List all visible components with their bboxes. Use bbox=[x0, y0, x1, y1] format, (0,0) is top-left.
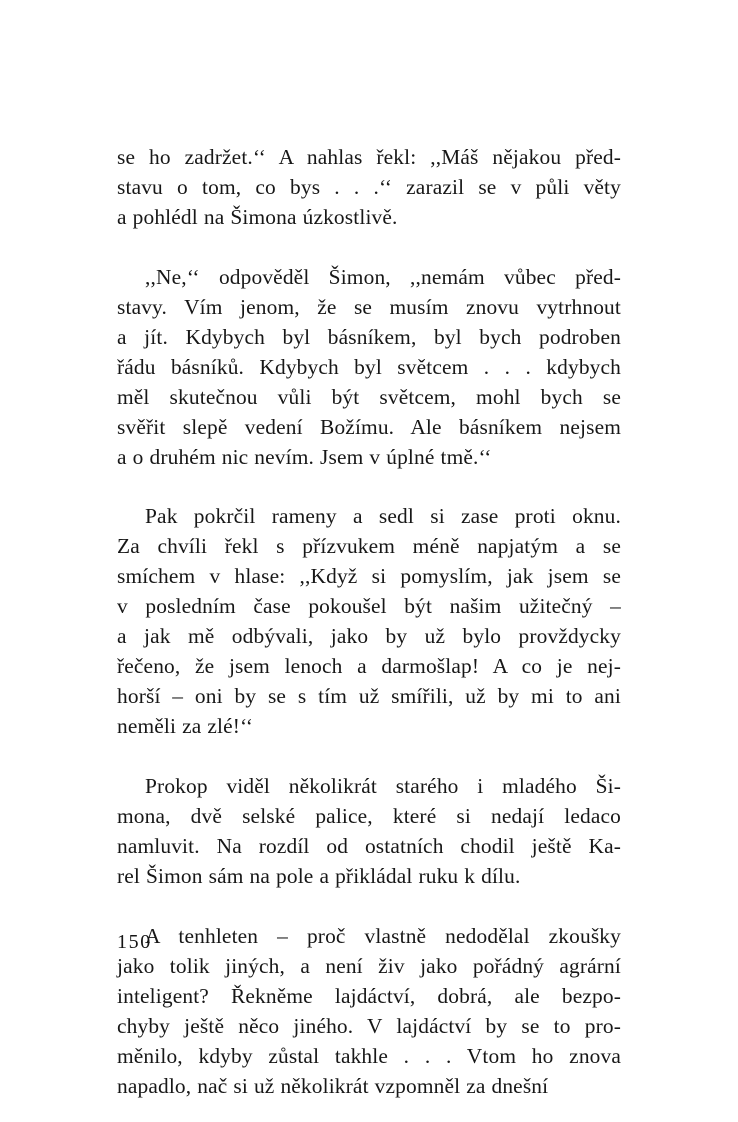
text-line: se ho zadržet.‘‘ A nahlas řekl: ,,Máš nějakou před- bbox=[117, 145, 621, 169]
text-line: v posledním čase pokoušel být našim užitečný – bbox=[117, 594, 621, 619]
text-line: neměli za zlé!‘‘ bbox=[117, 714, 254, 739]
text-line: namluvit. Na rozdíl od ostatních chodil ještě Ka- bbox=[117, 833, 621, 858]
text-line: mona, dvě selské palice, které si nedají ledaco bbox=[117, 803, 621, 828]
text-line: napadlo, nač si už několikrát vzpomněl za dnešní bbox=[117, 1073, 549, 1098]
text-line: Pak pokrčil rameny a sedl si zase proti oknu. bbox=[145, 504, 621, 529]
text-line: svěřit slepě vedení Božímu. Ale básníkem nejsem bbox=[117, 414, 621, 439]
paragraph bbox=[117, 922, 621, 1122]
text-line: A tenhleten – proč vlastně nedodělal zkoušky bbox=[145, 923, 621, 948]
text-line: řádu básníků. Kdybych byl světcem . . . kdybych bbox=[117, 354, 621, 379]
text-line: rel Šimon sám na pole a přikládal ruku k dílu. bbox=[117, 863, 521, 888]
text-line: inteligent? Řekněme lajdáctví, dobrá, ale bezpo- bbox=[117, 983, 621, 1008]
text-line: Prokop viděl několikrát starého i mladého Ši- bbox=[145, 774, 621, 799]
text-line: Za chvíli řekl s přízvukem méně napjatým a se bbox=[117, 534, 621, 559]
text-line: ,,Ne,‘‘ odpověděl Šimon, ,,nemám vůbec před- bbox=[145, 264, 621, 289]
text-line: horší – oni by se s tím už smířili, už by mi to ani bbox=[117, 684, 621, 709]
paragraph bbox=[117, 502, 621, 772]
text-line: chyby ještě něco jiného. V lajdáctví by se to pro- bbox=[117, 1013, 621, 1038]
paragraph bbox=[117, 143, 621, 263]
text-line: stavu o tom, co bys . . .‘‘ zarazil se v půli věty bbox=[117, 174, 621, 199]
text-line: měl skutečnou vůli být světcem, mohl bych se bbox=[117, 384, 621, 409]
paragraph bbox=[117, 772, 621, 922]
body-text-block bbox=[117, 143, 621, 1122]
text-line: a jít. Kdybych byl básníkem, byl bych podroben bbox=[117, 324, 621, 349]
paragraph bbox=[117, 263, 621, 503]
text-line: smíchem v hlase: ,,Když si pomyslím, jak jsem se bbox=[117, 564, 621, 589]
text-line: a pohlédl na Šimona úzkostlivě. bbox=[117, 204, 398, 229]
text-line: a o druhém nic nevím. Jsem v úplné tmě.‘‘ bbox=[117, 444, 492, 469]
page-number: 150 bbox=[117, 931, 152, 953]
text-line: a jak mě odbývali, jako by už bylo provždycky bbox=[117, 624, 621, 649]
text-line: stavy. Vím jenom, že se musím znovu vytrhnout bbox=[117, 294, 621, 319]
text-line: řečeno, že jsem lenoch a darmošlap! A co je nej- bbox=[117, 654, 621, 679]
text-line: měnilo, kdyby zůstal takhle . . . Vtom ho znova bbox=[117, 1043, 621, 1068]
text-line: jako tolik jiných, a není živ jako pořádný agrární bbox=[117, 953, 621, 978]
